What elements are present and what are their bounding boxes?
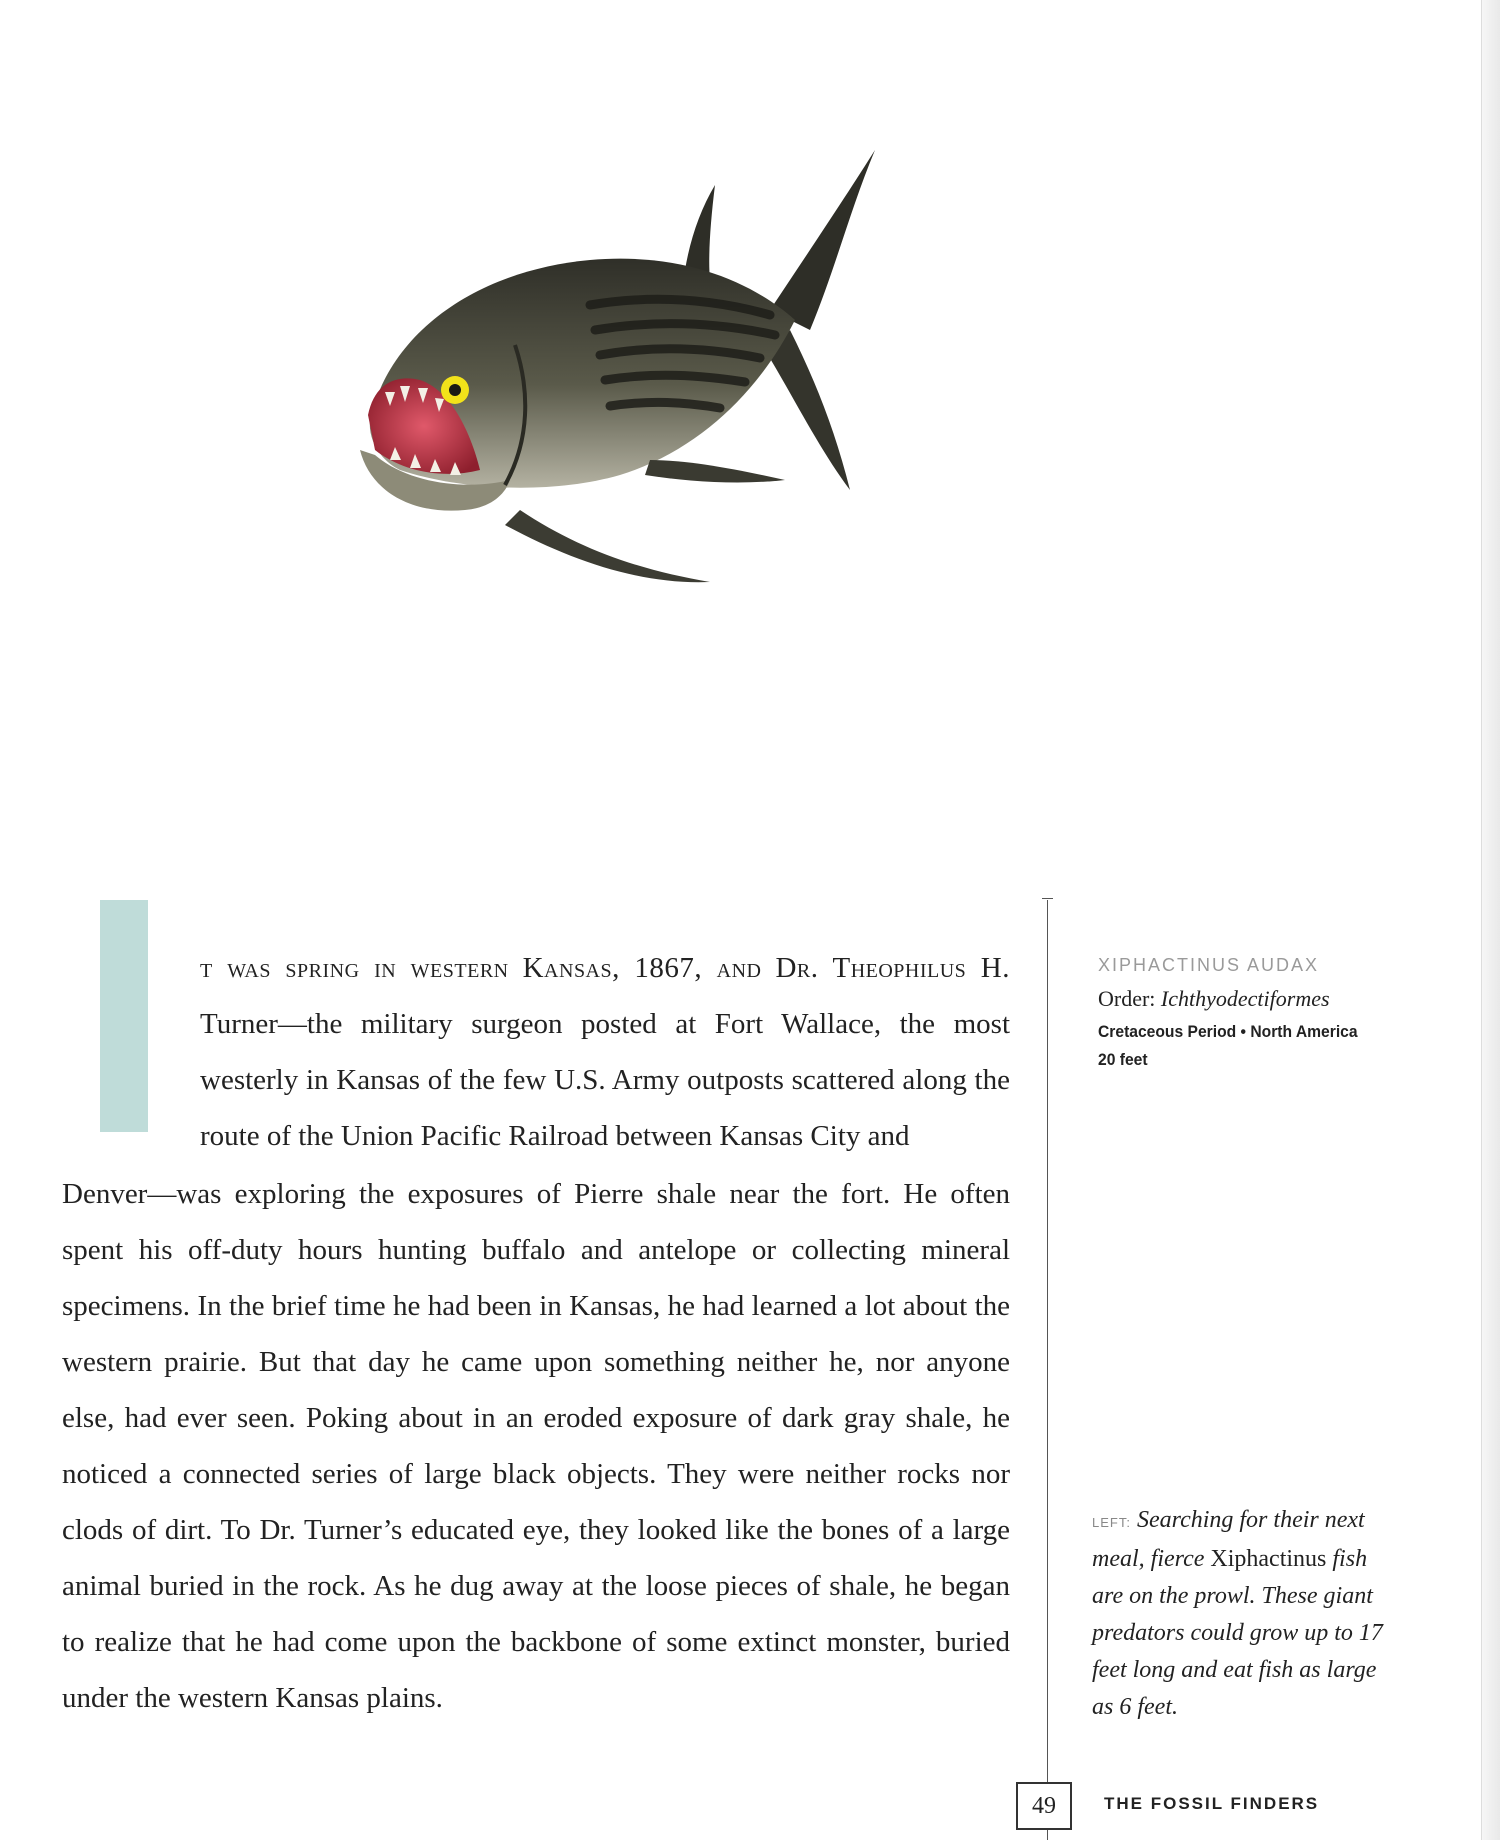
first-line xyxy=(62,940,1010,996)
article-text-top: Turner—the military surgeon posted at Fort Wallace, the most westerly in Kansas of the few U.S. Army outposts scattered along the route of the Union Pacific Railroad between Kansas City and xyxy=(200,1008,1010,1152)
species-fact-box xyxy=(1098,955,1398,1078)
article-text-rest: Denver—was exploring the exposures of Pierre shale near the fort. He often spent his off-duty hours hunting buffalo and antelope or collecting mineral specimens. In the brief time he had been in Kansas, he had learned a lot about the western prairie. But that day he came upon something neither he, nor anyone else, had ever seen. Poking about in an eroded exposure of dark gray shale, he noticed a connected series of large black objects. They were neither rocks nor clods of dirt. To Dr. Turner’s educated eye, they looked like the bones of a large animal buried in the rock. As he dug away at the loose pieces of shale, he began to realize that he had come upon the backbone of some extinct monster, buried under the western Kansas plains. xyxy=(62,1178,1010,1714)
column-rule xyxy=(1047,900,1048,1840)
running-head: THE FOSSIL FINDERS xyxy=(1104,1794,1320,1813)
period-region: Cretaceous Period • North America xyxy=(1098,1022,1358,1041)
page-edge xyxy=(1481,0,1500,1840)
article-body-indented xyxy=(200,996,1010,1166)
first-line-d: Dr. Theophilus H. xyxy=(775,952,1010,984)
tail-fin-upper xyxy=(770,150,875,330)
page-number: 49 xyxy=(1016,1782,1072,1830)
article-body-full xyxy=(62,1166,1010,1726)
drop-cap-block xyxy=(100,900,148,1132)
order-value: Ichthyodectiformes xyxy=(1160,986,1330,1011)
caption-genus: Xiphactinus xyxy=(1210,1546,1327,1572)
first-line-a: t was spring in western xyxy=(200,952,509,984)
first-line-b: Kansas xyxy=(522,952,613,984)
order-label: Order: xyxy=(1098,986,1156,1011)
column-rule-cap xyxy=(1042,898,1053,899)
pelvic-fin xyxy=(645,460,785,482)
tail-fin-lower xyxy=(768,330,850,490)
caption-part1: Searching for their next meal, fierce xyxy=(1092,1507,1365,1572)
order-line xyxy=(1098,986,1398,1012)
dorsal-fin xyxy=(685,185,715,280)
pectoral-fin xyxy=(505,510,710,582)
xiphactinus-fish-illustration xyxy=(290,130,910,690)
length: 20 feet xyxy=(1098,1050,1148,1069)
caption-label: LEFT: xyxy=(1092,1515,1131,1530)
first-line-c: , 1867, and xyxy=(612,952,762,984)
caption-part2: fish are on the prowl. These giant predators could grow up to 17 feet long and eat fish as large as 6 feet. xyxy=(1092,1546,1383,1720)
article-body xyxy=(62,940,1010,996)
figure-caption xyxy=(1092,1502,1392,1726)
species-name: XIPHACTINUS AUDAX xyxy=(1098,955,1320,975)
